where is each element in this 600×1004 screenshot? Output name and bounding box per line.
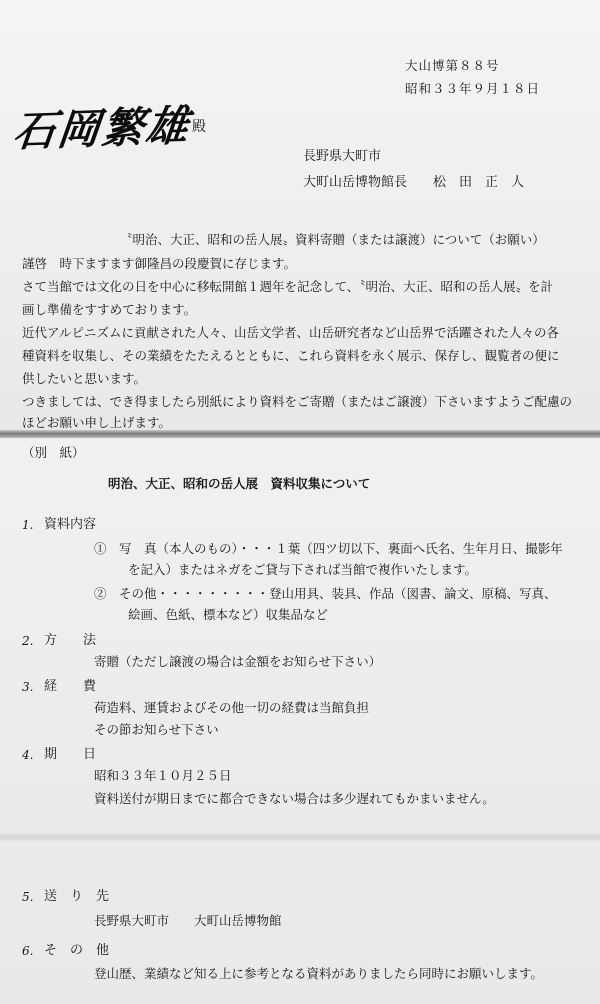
body-line: 種資料を収集し、その業績をたたえるとともに、これら資料を永く展示、保存し、観覧者の便に	[22, 348, 560, 363]
attachment-label: （別 紙）	[22, 445, 85, 460]
body-line: ほどお願い申し上げます。	[22, 415, 172, 430]
section-number: 6.	[22, 944, 34, 958]
body-line: さて当館では文化の日を中心に移転開館１週年を記念して、〝明治、大正、昭和の岳人展〟を計	[22, 279, 554, 294]
section-line: 登山歴、業績など知る上に参考となる資料がありましたら同時にお願いします。	[94, 966, 544, 981]
section-line: 絵画、色紙、標本など）収集品など	[128, 607, 329, 622]
section-number: 2.	[22, 634, 34, 648]
body-line: 謹啓 時下ますます御隆昌の段慶賀に存じます。	[22, 256, 297, 271]
section-number: 1.	[22, 518, 34, 532]
addressee-honorific: 殿	[192, 119, 206, 135]
section-heading: 経 費	[44, 679, 97, 694]
section-line: を記入）またはネガをご貸与下されば当館で複作いたします。	[128, 562, 478, 577]
section-heading: 期 日	[44, 747, 97, 762]
page-tear	[0, 430, 600, 438]
section-line: ② その他・・・・・・・・・登山用具、装具、作品（図書、論文、原稿、写真、	[94, 586, 557, 601]
section-line: 長野県大町市 大町山岳博物館	[94, 913, 282, 928]
paper-fold	[0, 832, 600, 842]
letter-subject: 〝明治、大正、昭和の岳人展〟資料寄贈（または譲渡）について（お願い）	[120, 232, 545, 247]
attachment-title: 明治、大正、昭和の岳人展 資料収集について	[108, 476, 371, 491]
section-heading: 送 り 先	[44, 889, 110, 904]
body-line: 近代アルピニズムに貢献された人々、山岳文学者、山岳研究者など山岳界で活躍された人々の各	[22, 325, 560, 340]
letter-sheet	[0, 0, 600, 432]
document-number: 大山博第８８号	[405, 58, 500, 73]
section-line: その節お知らせ下さい	[94, 722, 219, 737]
sender-name: 大町山岳博物館長 松 田 正 人	[303, 175, 525, 190]
document-date: 昭和３３年９月１８日	[405, 81, 541, 96]
section-line: ① 写 真（本人のもの）・・・１葉（四ツ切以下、裏面へ氏名、生年月日、撮影年	[94, 541, 563, 556]
section-number: 4.	[22, 748, 34, 762]
section-number: 5.	[22, 890, 34, 904]
body-line: つきましては、でき得ましたら別紙により資料をご寄贈（またはご譲渡）下さいますようご配慮の	[22, 394, 573, 409]
addressee-signature: 石岡繁雄	[10, 100, 193, 157]
section-heading: そ の 他	[44, 943, 110, 958]
body-line: 画し準備をすすめております。	[22, 302, 197, 317]
section-line: 資料送付が期日までに都合できない場合は多少遅れてもかまいません。	[94, 791, 495, 806]
section-heading: 方 法	[44, 633, 97, 648]
section-line: 寄贈（ただし譲渡の場合は金額をお知らせ下さい）	[94, 654, 382, 669]
section-number: 3.	[22, 680, 34, 694]
body-line: 供したいと思います。	[22, 371, 147, 386]
section-heading: 資料内容	[44, 517, 97, 532]
section-line: 荷造料、運賃およびその他一切の経費は当館負担	[94, 700, 370, 715]
sender-location: 長野県大町市	[303, 149, 382, 164]
section-line: 昭和３３年１０月２５日	[94, 768, 232, 783]
